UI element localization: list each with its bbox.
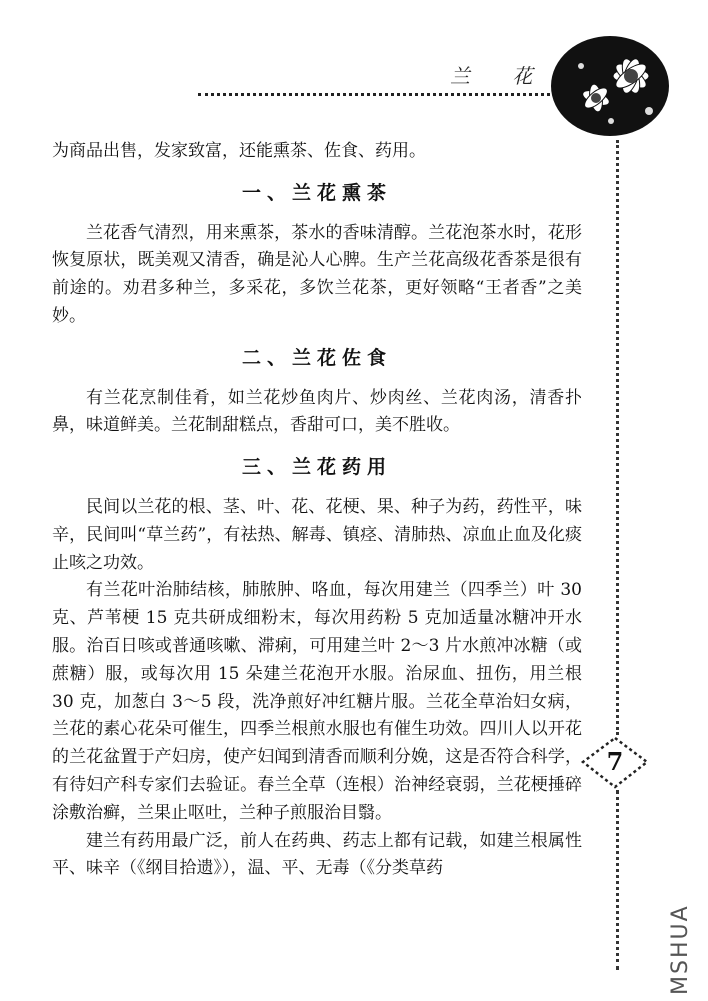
section-heading-cooking: 二、兰花佐食 xyxy=(241,346,392,369)
running-title: 兰 花 xyxy=(450,64,551,88)
watermark: MSHUA xyxy=(668,904,693,995)
paragraph: 民间以兰花的根、茎、叶、花、花梗、果、种子为药，药性平，味辛，民间叫“草兰药”，有祛热、解毒、镇痉、清肺热、凉血止血及化痰止咳之功效。 xyxy=(52,496,582,573)
page-number: 7 xyxy=(606,747,624,776)
paragraph: 有兰花叶治肺结核，肺脓肿、咯血，每次用建兰（四季兰）叶 30 克、芦苇梗 15 克共研成细粉末，每次用药粉 5 克加适量冰糖冲开水服。治百日咳或普通咳嗽、滞痢，可用建兰叶 2～3 片水煎冲冰糖（或蔗糖）服，或每次用 15 朵建兰花泡开水服。治尿血、扭伤，用兰根 30 克，加葱白 3～5 段，洗净煎好冲红糖片服。兰花全草治妇女病，兰花的素心花朵可催生，四季兰根煎水服也有催生功效。四川人以开花的兰花盆置于产妇房，使产妇闻到清香而顺利分娩，这是否符合科学，有待妇产科专家们去验证。春兰全草（连根）治神经衰弱，兰花梗捶碎涂敷治癣，兰果止呕吐，兰种子煎服治目翳。 xyxy=(52,580,582,823)
paragraph: 有兰花烹制佳肴，如兰花炒鱼肉片、炒肉丝、兰花肉汤，清香扑鼻，味道鲜美。兰花制甜糕点，香甜可口，美不胜收。 xyxy=(52,387,582,436)
paragraph: 兰花香气清烈，用来熏茶，茶水的香味清醇。兰花泡茶水时，花形恢复原状，既美观又清香，确是沁人心脾。生产兰花高级花香茶是很有前途的。劝君多种兰，多采花，多饮兰花茶，更好领略“王者香”之美妙。 xyxy=(52,222,582,326)
header-rule xyxy=(198,93,593,96)
paragraph: 建兰有药用最广泛，前人在药典、药志上都有记载，如建兰根属性平、味辛（《纲目拾遗》），温、平、无毒（《分类草药 xyxy=(52,830,582,879)
section-heading-smoking-tea: 一、兰花熏茶 xyxy=(241,181,392,204)
page-body xyxy=(52,138,582,883)
intro-text: 为商品出售，发家致富，还能熏茶、佐食、药用。 xyxy=(52,141,426,161)
decorative-dotted-border-lower xyxy=(616,790,619,970)
decorative-dotted-border xyxy=(616,140,619,735)
page-number-badge xyxy=(580,735,650,790)
section-heading-medicinal: 三、兰花药用 xyxy=(241,456,392,479)
flower-emblem-icon xyxy=(551,36,669,136)
